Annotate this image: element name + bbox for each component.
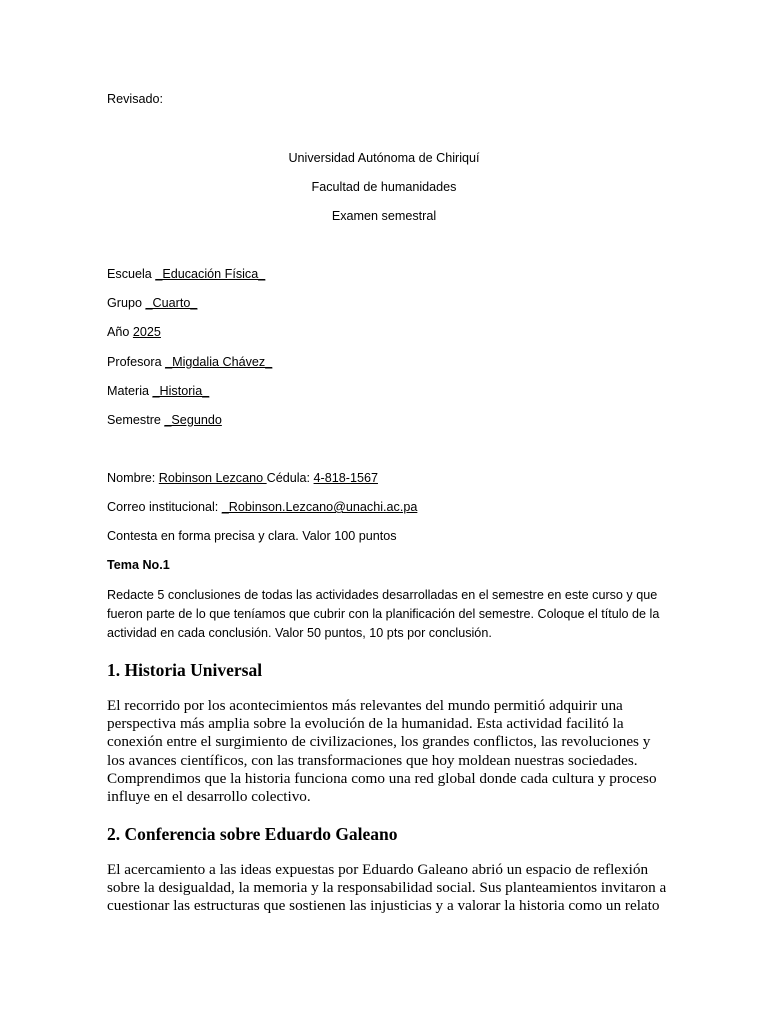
instructions: Contesta en forma precisa y clara. Valor 100 puntos	[107, 529, 397, 543]
correo-line	[107, 500, 417, 514]
semestre-value: _Segundo	[164, 413, 222, 427]
field-profesora	[107, 355, 272, 369]
profesora-value: _Migdalia Chávez_	[165, 355, 273, 369]
grupo-label: Grupo	[107, 296, 146, 310]
materia-value: _Historia_	[152, 384, 210, 398]
tema-description: Redacte 5 conclusiones de todas las actividades desarrolladas en el semestre en este curso y que fueron parte de lo que teníamos que cubrir con la planificación del semestre. Coloque el título de la actividad en cada conclusión. Valor 50 puntos, 10 pts por conclusión.	[107, 588, 660, 640]
grupo-value: _Cuarto_	[145, 296, 198, 310]
correo-label: Correo institucional:	[107, 500, 222, 514]
anio-value: 2025	[132, 325, 161, 339]
section-2-body: El acercamiento a las ideas expuestas por Eduardo Galeano abrió un espacio de reflexión sobre la desigualdad, la memoria y la responsabilidad social. Sus planteamientos invitaron a cuestionar las estructuras que sostienen las injusticias y a valorar la historia como un relato	[107, 861, 667, 915]
section-1-body: El recorrido por los acontecimientos más relevantes del mundo permitió adquirir una perspectiva más amplia sobre la evolución de la humanidad. Esta actividad facilitó la conexión entre el surgimiento de civilizaciones, los grandes conflictos, las revoluciones y los avances científicos, con las transformaciones que hoy moldean nuestras sociedades. Comprendimos que la historia funciona como una red global donde cada cultura y proceso influye en el desarrollo colectivo.	[107, 697, 657, 806]
escuela-label: Escuela	[107, 267, 156, 281]
field-anio	[107, 325, 161, 339]
student-line	[107, 471, 378, 485]
materia-label: Materia	[107, 384, 153, 398]
cedula-value: 4-818-1567	[313, 471, 378, 485]
field-semestre	[107, 413, 222, 427]
field-materia	[107, 384, 209, 398]
field-escuela	[107, 267, 265, 281]
profesora-label: Profesora	[107, 355, 166, 369]
university-name: Universidad Autónoma de Chiriquí	[288, 151, 480, 165]
escuela-value: _Educación Física_	[155, 267, 266, 281]
nombre-value: Robinson Lezcano	[158, 471, 267, 485]
section-2-title: 2. Conferencia sobre Eduardo Galeano	[107, 824, 398, 844]
tema-heading: Tema No.1	[107, 558, 170, 572]
section-1-title: 1. Historia Universal	[107, 660, 263, 680]
anio-label: Año	[107, 325, 133, 339]
nombre-label: Nombre:	[107, 471, 159, 485]
cedula-label: Cédula:	[266, 471, 314, 485]
field-grupo	[107, 296, 197, 310]
correo-value: _Robinson.Lezcano@unachi.ac.pa	[221, 500, 418, 514]
semestre-label: Semestre	[107, 413, 165, 427]
faculty-name: Facultad de humanidades	[311, 180, 457, 194]
exam-title: Examen semestral	[331, 209, 437, 223]
revisado-label: Revisado:	[107, 92, 164, 106]
